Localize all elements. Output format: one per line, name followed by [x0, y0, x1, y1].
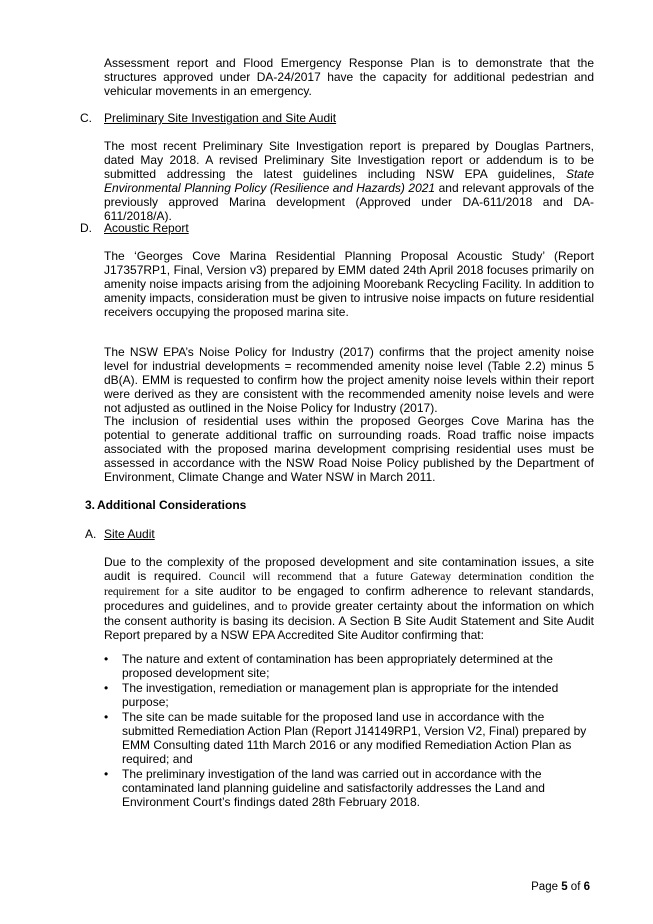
section-a-text-2: site auditor to be engaged to confirm adherence to relevant standards, procedures and guidelines, and: [104, 584, 595, 613]
intro-block: [104, 56, 594, 98]
section-3-number: 3.: [85, 498, 96, 512]
section-d-heading: [80, 221, 189, 235]
section-c-title: Preliminary Site Investigation and Site Audit: [104, 111, 337, 125]
section-c-letter: C.: [80, 111, 92, 125]
section-c-text-b: and relevant approvals of the previously approved Marina development (Approved under DA-611/2018 and DA-611/2018/A).: [104, 181, 594, 223]
section-a-letter: A.: [85, 527, 97, 541]
section-a-title: Site Audit: [104, 527, 155, 541]
page-current: 5: [561, 881, 568, 893]
bullet-icon: •: [104, 767, 109, 781]
section-c-text-a: The most recent Preliminary Site Investigation report is prepared by Douglas Partners, dated May 2018. A revised Preliminary Site Investigation report or addendum is to be submitted addressing the latest guidelines including NSW EPA guidelines,: [104, 139, 594, 181]
section-d-title: Acoustic Report: [104, 221, 189, 235]
page-word: Page: [531, 881, 562, 893]
section-a-serif-text-2: to: [278, 601, 288, 613]
section-c-italic-text: State Environmental Planning Policy (Resilience and Hazards) 2021: [104, 167, 594, 195]
page-number-footer: [500, 880, 590, 894]
list-item: [104, 710, 594, 766]
section-3-heading: [85, 498, 246, 512]
list-item: [104, 767, 594, 809]
bullet-icon: •: [104, 710, 109, 724]
section-d-paragraph-2: The NSW EPA’s Noise Policy for Industry (2017) confirms that the project amenity noise level for industrial developments = recommended amenity noise level (Table 2.2) minus 5 dB(A). EMM is requested to confirm how the project amenity noise levels within their report were derived as they are consistent with the recommended amenity noise levels and were not adjusted as outlined in the Noise Policy for Industry (2017).: [104, 345, 594, 415]
section-d-paragraph-1-block: [104, 249, 594, 319]
list-item-text: The investigation, remediation or management plan is appropriate for the intended purpose;: [122, 681, 559, 709]
bullet-icon: •: [104, 652, 109, 666]
intro-paragraph: Assessment report and Flood Emergency Response Plan is to demonstrate that the structures approved under DA-24/2017 have the capacity for additional pedestrian and vehicular movements in an emergency.: [104, 56, 594, 98]
section-d-paragraph-1: The ‘Georges Cove Marina Residential Planning Proposal Acoustic Study’ (Report J17357RP1, Final, Version v3) prepared by EMM dated 24th April 2018 focuses primarily on amenity noise impacts arising from the adjoining Moorebank Recycling Facility. In addition to amenity impacts, consideration must be given to intrusive noise impacts on future residential receivers occupying the proposed marina site.: [104, 249, 595, 319]
section-c-heading: [80, 111, 336, 125]
section-c-paragraph: [104, 139, 594, 223]
site-audit-bullet-list: [104, 652, 594, 810]
list-item: [104, 652, 594, 680]
page-total: 6: [583, 881, 590, 893]
section-a-paragraph: [104, 555, 594, 642]
section-c-block: [104, 139, 594, 223]
section-a-text-3: provide greater certainty about the information on which the consent authority is basing its decision. A Section B Site Audit Statement and Site Audit Report prepared by a NSW EPA Accredited Site Auditor confirming that:: [104, 599, 594, 642]
section-d-letter: D.: [80, 221, 92, 235]
section-a-serif-text: Council will recommend that a future Gateway determination condition the requirement for a: [104, 571, 594, 598]
section-d-paragraph-2-block: [104, 345, 594, 415]
list-item-text: The nature and extent of contamination has been appropriately determined at the proposed development site;: [122, 652, 553, 680]
list-item: [104, 681, 594, 709]
page-of-word: of: [567, 881, 584, 893]
list-item-text: The preliminary investigation of the land was carried out in accordance with the contaminated land planning guideline and satisfactorily addresses the Land and Environment Court’s findings dated 28th February 2018.: [122, 767, 545, 809]
bullet-icon: •: [104, 681, 109, 695]
section-a-heading: [85, 527, 155, 541]
section-3-title: Additional Considerations: [97, 498, 247, 512]
section-d-paragraph-3: The inclusion of residential uses within the proposed Georges Cove Marina has the potential to generate additional traffic on surrounding roads. Road traffic noise impacts associated with the proposed marina development comprising residential uses must be assessed in accordance with the NSW Road Noise Policy published by the Department of Environment, Climate Change and Water NSW in March 2011.: [104, 414, 594, 484]
section-a-block: [104, 555, 594, 642]
section-d-paragraph-3-block: [104, 414, 594, 484]
section-a-text-1: Due to the complexity of the proposed development and site contamination issues, a site audit is required.: [104, 555, 594, 583]
list-item-text: The site can be made suitable for the proposed land use in accordance with the submitted Remediation Action Plan (Report J14149RP1, Version V2, Final) prepared by EMM Consulting dated 11th March 2016 or any modified Remediation Action Plan as required; and: [122, 710, 587, 766]
